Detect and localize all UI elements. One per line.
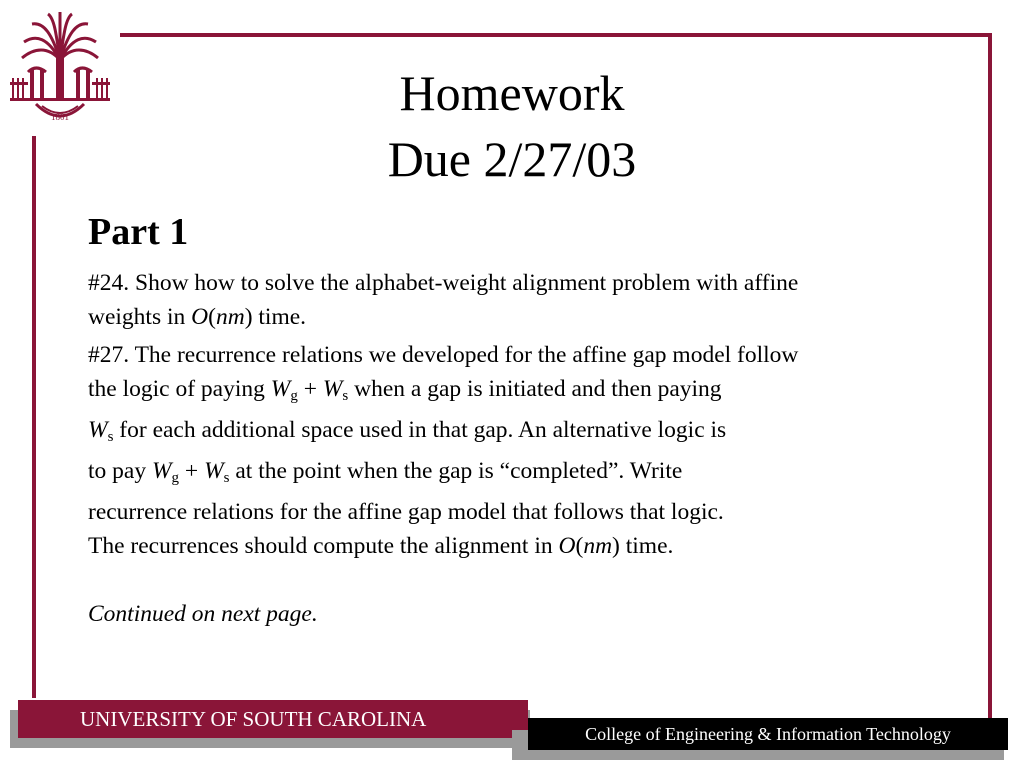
slide-title bbox=[0, 60, 1024, 192]
problem-27 bbox=[88, 338, 968, 563]
subscript-s: s bbox=[107, 429, 114, 445]
math-O: O bbox=[191, 304, 209, 330]
university-name: UNIVERSITY OF SOUTH CAROLINA bbox=[80, 707, 427, 731]
problem-27-line-1: #27. The recurrence relations we developed for the affine gap model follow bbox=[88, 342, 799, 368]
text: at the point when the gap is “completed”. Write bbox=[229, 458, 683, 484]
subscript-s: s bbox=[342, 388, 349, 404]
paren: ( bbox=[575, 533, 584, 559]
math-O: O bbox=[558, 533, 576, 559]
plus-sign: + bbox=[297, 376, 323, 402]
college-name: College of Engineering & Information Technology bbox=[585, 724, 951, 744]
continued-note: Continued on next page. bbox=[88, 601, 318, 627]
subscript-g: g bbox=[290, 388, 298, 404]
math-W: W bbox=[88, 417, 108, 443]
university-bar bbox=[18, 700, 528, 738]
problem-27-line-6 bbox=[88, 529, 968, 563]
plus-sign: + bbox=[179, 458, 205, 484]
college-bar bbox=[528, 718, 1008, 750]
math-W: W bbox=[151, 458, 172, 484]
math-W: W bbox=[270, 376, 291, 402]
text: weights in bbox=[88, 304, 192, 330]
problem-27-line-2 bbox=[88, 372, 968, 413]
text: when a gap is initiated and then paying bbox=[348, 376, 722, 402]
text: to pay bbox=[88, 458, 152, 484]
part-heading: Part 1 bbox=[88, 211, 189, 253]
problem-24 bbox=[88, 266, 968, 334]
math-nm: nm bbox=[215, 304, 245, 330]
frame-top-line bbox=[120, 33, 992, 37]
text: The recurrences should compute the alignment in bbox=[88, 533, 559, 559]
problem-24-line-1: #24. Show how to solve the alphabet-weight alignment problem with affine bbox=[88, 270, 799, 296]
problem-27-line-4 bbox=[88, 454, 968, 495]
math-W: W bbox=[204, 458, 224, 484]
text: ) time. bbox=[244, 304, 307, 330]
math-W: W bbox=[322, 376, 343, 402]
problem-27-line-5: recurrence relations for the affine gap model that follows that logic. bbox=[88, 499, 724, 525]
problem-24-line-2 bbox=[88, 300, 968, 334]
subscript-s: s bbox=[223, 470, 230, 486]
text: the logic of paying bbox=[88, 376, 271, 402]
title-line-1: Homework bbox=[399, 65, 625, 121]
logo-year: 1801 bbox=[51, 112, 69, 122]
subscript-g: g bbox=[171, 470, 180, 486]
frame-left-line bbox=[32, 136, 36, 698]
paren: ( bbox=[208, 304, 216, 330]
title-line-2: Due 2/27/03 bbox=[387, 131, 637, 187]
slide-content bbox=[88, 208, 968, 628]
text: for each additional space used in that gap. An alternative logic is bbox=[113, 417, 727, 443]
text: ) time. bbox=[612, 533, 674, 559]
problem-27-line-3 bbox=[88, 413, 968, 454]
math-nm: nm bbox=[583, 533, 613, 559]
